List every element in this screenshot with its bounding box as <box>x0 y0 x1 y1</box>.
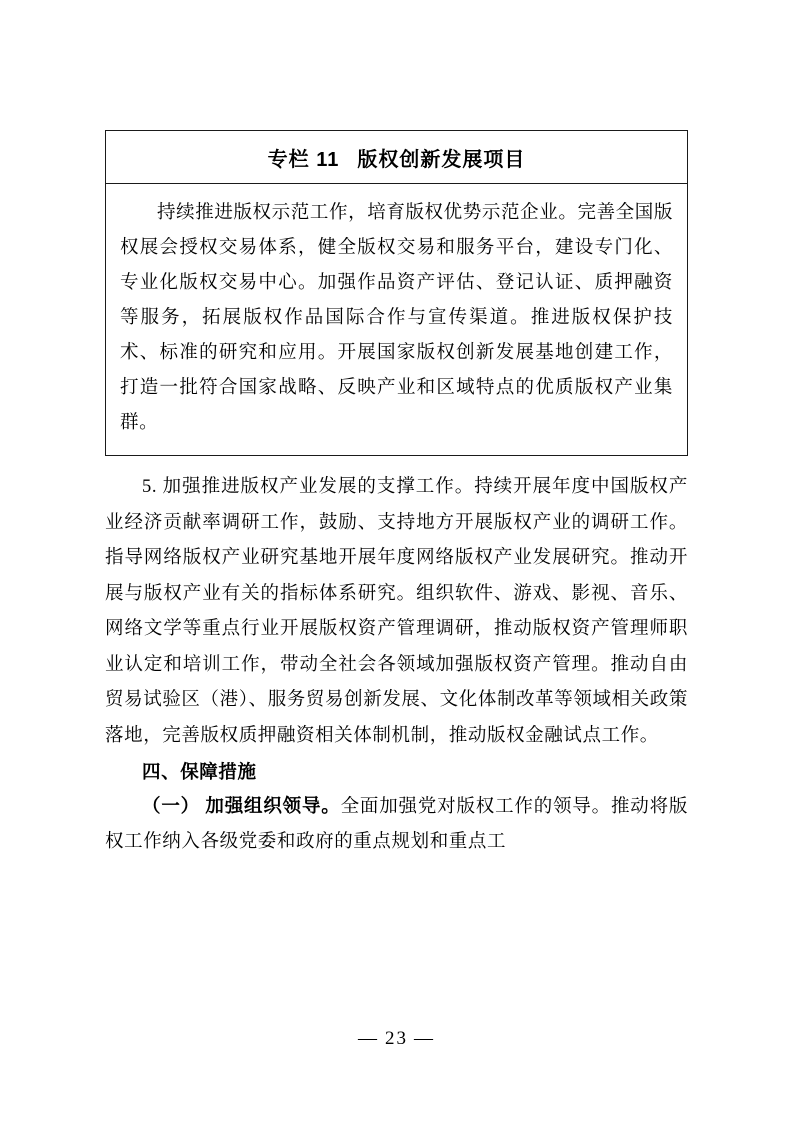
page-footer <box>0 1028 793 1050</box>
callout-title-text: 版权创新发展项目 <box>357 149 526 171</box>
callout-paragraph: 持续推进版权示范工作，培育版权优势示范企业。完善全国版权展会授权交易体系，健全版权交易和服务平台，建设专门化、专业化版权交易中心。加强作品资产评估、登记认证、质押融资等服务，拓展版权作品国际合作与宣传渠道。推进版权保护技术、标准的研究和应用。开展国家版权创新发展基地创建工作，打造一批符合国家战略、反映产业和区域特点的优质版权产业集群。 <box>120 203 673 433</box>
callout-body <box>106 184 687 455</box>
paragraph-item-5: 5. 加强推进版权产业发展的支撑工作。持续开展年度中国版权产业经济贡献率调研工作，鼓励、支持地方开展版权产业的调研工作。指导网络版权产业研究基地开展年度网络版权产业发展研究。推动开展与版权产业有关的指标体系研究。组织软件、游戏、影视、音乐、网络文学等重点行业开展版权资产管理调研，推动版权资产管理师职业认定和培训工作，带动全社会各领域加强版权资产管理。推动自由贸易试验区（港）、服务贸易创新发展、文化体制改革等领域相关政策落地，完善版权质押融资相关体制机制，推动版权金融试点工作。 <box>105 477 688 746</box>
subsection-lead: （一） 加强组织领导。 <box>142 796 341 817</box>
footer-dash-right: — <box>414 1028 435 1049</box>
page-number: 23 <box>385 1028 408 1049</box>
section-heading-4: 四、保障措施 <box>142 761 257 782</box>
body-content <box>105 470 688 861</box>
callout-label: 专栏 11 <box>267 149 340 171</box>
subsection-text: 全面加强党对版权工作的领导。推动将版权工作纳入各级党委和政府的重点规划和重点工 <box>105 796 688 852</box>
callout-box-column-11 <box>105 130 688 456</box>
callout-title <box>106 131 687 184</box>
footer-dash-left: — <box>358 1028 379 1049</box>
paragraph-subsection-1 <box>105 790 688 861</box>
